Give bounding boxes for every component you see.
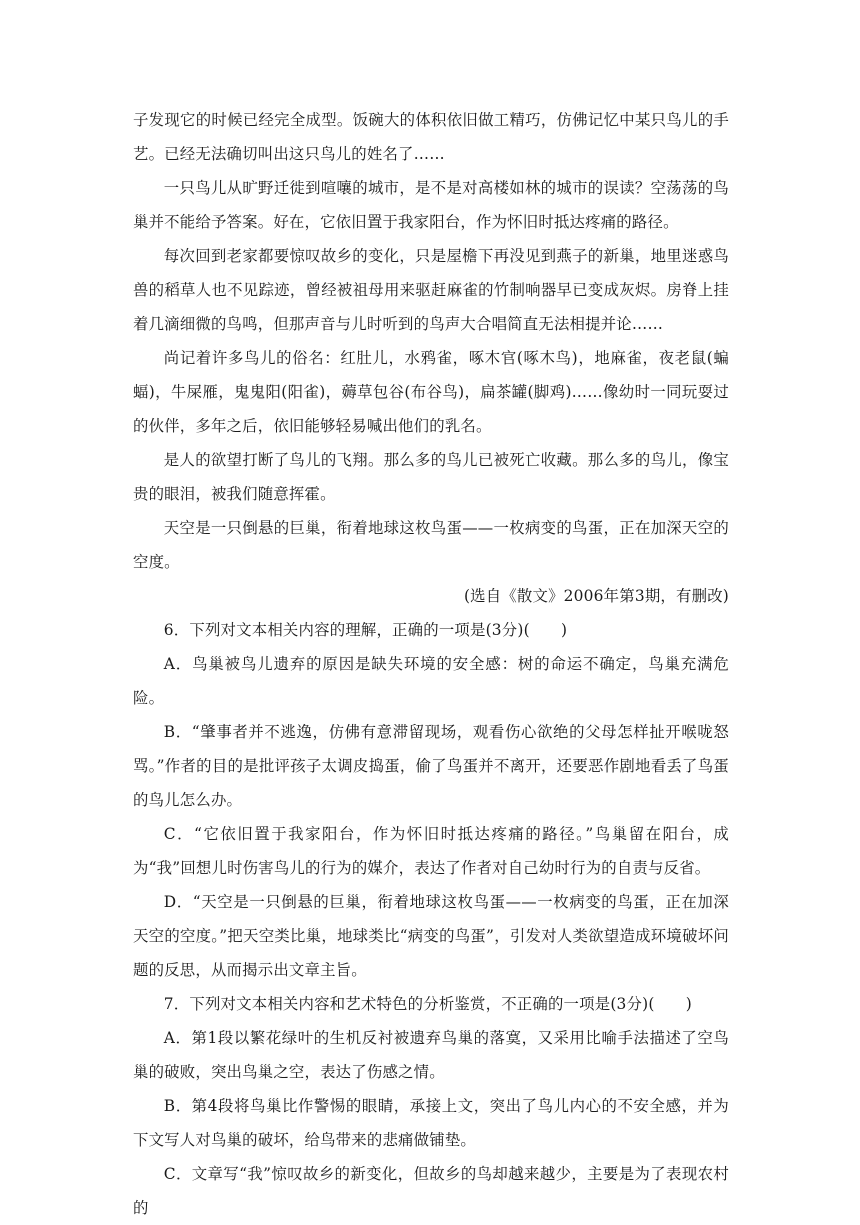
document-body	[133, 103, 729, 1225]
question-7-option-a: A．第1段以繁花绿叶的生机反衬被遗弃鸟巢的落寞，又采用比喻手法描述了空鸟巢的破败，突出鸟巢之空，表达了伤感之情。	[133, 1029, 729, 1081]
question-6-option-a: A．鸟巢被鸟儿遗弃的原因是缺失环境的安全感：树的命运不确定，鸟巢充满危险。	[133, 655, 729, 707]
question-6-option-d: D．“天空是一只倒悬的巨巢，衔着地球这枚鸟蛋——一枚病变的鸟蛋，正在加深天空的空度。”把天空类比巢，地球类比“病变的鸟蛋”，引发对人类欲望造成环境破坏问题的反思，从而揭示出文章主旨。	[133, 893, 729, 979]
paragraph-3: 每次回到老家都要惊叹故乡的变化，只是屋檐下再没见到燕子的新巢，地里迷惑鸟兽的稻草人也不见踪迹，曾经被祖母用来驱赶麻雀的竹制响器早已变成灰烬。房脊上挂着几滴细微的鸟鸣，但那声音与儿时听到的鸟声大合唱简直无法相提并论……	[133, 247, 729, 333]
question-6-option-b: B．“肇事者并不逃逸，仿佛有意滞留现场，观看伤心欲绝的父母怎样扯开喉咙怒骂。”作者的目的是批评孩子太调皮捣蛋，偷了鸟蛋并不离开，还要恶作剧地看丢了鸟蛋的鸟儿怎么办。	[133, 723, 729, 809]
paragraph-6: 天空是一只倒悬的巨巢，衔着地球这枚鸟蛋——一枚病变的鸟蛋，正在加深天空的空度。	[133, 519, 729, 571]
paragraph-4: 尚记着许多鸟儿的俗名：红肚儿，水鸦雀，啄木官(啄木鸟)，地麻雀，夜老鼠(蝙蝠)，牛屎雁，鬼鬼阳(阳雀)，薅草包谷(布谷鸟)，扁茶罐(脚鸡)……像幼时一同玩耍过的伙伴，多年之后，依旧能够轻易喊出他们的乳名。	[133, 349, 729, 435]
question-7-option-c: C．文章写“我”惊叹故乡的新变化，但故乡的鸟却越来越少，主要是为了表现农村的	[133, 1165, 729, 1217]
source-citation: (选自《散文》2006年第3期，有删改)	[463, 587, 729, 605]
paragraph-5: 是人的欲望打断了鸟儿的飞翔。那么多的鸟儿已被死亡收藏。那么多的鸟儿，像宝贵的眼泪，被我们随意挥霍。	[133, 451, 729, 503]
question-6-stem: 6．下列对文本相关内容的理解，正确的一项是(3分)( )	[163, 621, 568, 639]
question-7-stem: 7．下列对文本相关内容和艺术特色的分析鉴赏，不正确的一项是(3分)( )	[163, 995, 692, 1013]
question-6-option-c: C．“它依旧置于我家阳台，作为怀旧时抵达疼痛的路径。”鸟巢留在阳台，成为“我”回想儿时伤害鸟儿的行为的媒介，表达了作者对自己幼时行为的自责与反省。	[133, 825, 729, 877]
paragraph-1: 子发现它的时候已经完全成型。饭碗大的体积依旧做工精巧，仿佛记忆中某只鸟儿的手艺。已经无法确切叫出这只鸟儿的姓名了……	[133, 111, 729, 163]
paragraph-2: 一只鸟儿从旷野迁徙到喧嚷的城市，是不是对高楼如林的城市的误读？空荡荡的鸟巢并不能给予答案。好在，它依旧置于我家阳台，作为怀旧时抵达疼痛的路径。	[133, 179, 729, 231]
question-7-option-b: B．第4段将鸟巢比作警惕的眼睛，承接上文，突出了鸟儿内心的不安全感，并为下文写人对鸟巢的破坏，给鸟带来的悲痛做铺垫。	[133, 1097, 729, 1149]
